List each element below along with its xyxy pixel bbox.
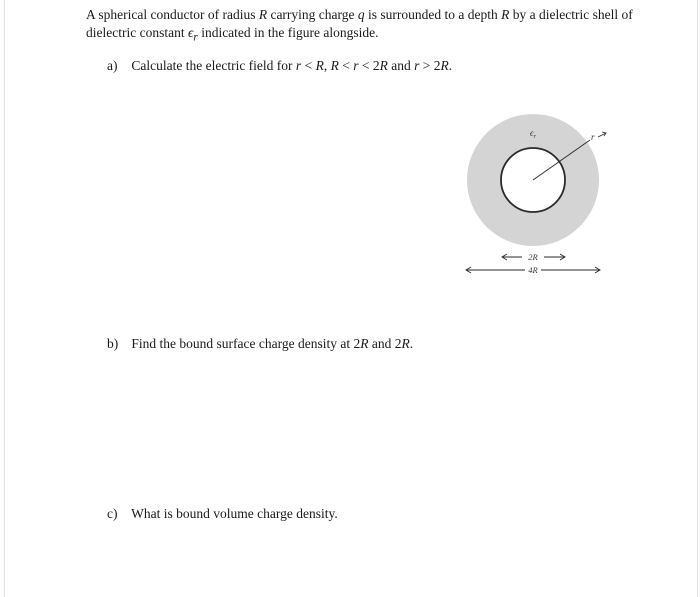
svg-text:4R: 4R: [528, 265, 538, 275]
r-arrow-icon: [598, 132, 606, 137]
svg-text:2R: 2R: [528, 252, 538, 262]
question-a-label: a): [107, 58, 118, 73]
outer-dimension-4R: [466, 265, 600, 275]
question-b-text: Find the bound surface charge density at 2R and 2R.: [131, 336, 414, 351]
question-b-label: b): [107, 336, 119, 351]
dielectric-sphere-figure: [450, 108, 615, 283]
radius-label: r: [591, 132, 595, 142]
sphere-diagram: [450, 108, 615, 283]
question-a: [107, 57, 452, 75]
epsilon-label: $\epsilon_r$: [530, 128, 536, 140]
question-c-text: What is bound volume charge density.: [131, 506, 338, 521]
question-c: [107, 505, 338, 523]
question-c-label: c): [107, 506, 118, 521]
question-b: [107, 335, 413, 353]
problem-intro: A spherical conductor of radius R carrying charge q is surrounded to a depth R by a dielectric shell of dielectric constant $\epsilon_r$ indicated in the figure alongside.: [86, 7, 633, 44]
question-a-text: Calculate the electric field for r < R, R < r < 2R and r > 2R.: [131, 58, 453, 73]
inner-dimension-2R: [502, 252, 565, 262]
